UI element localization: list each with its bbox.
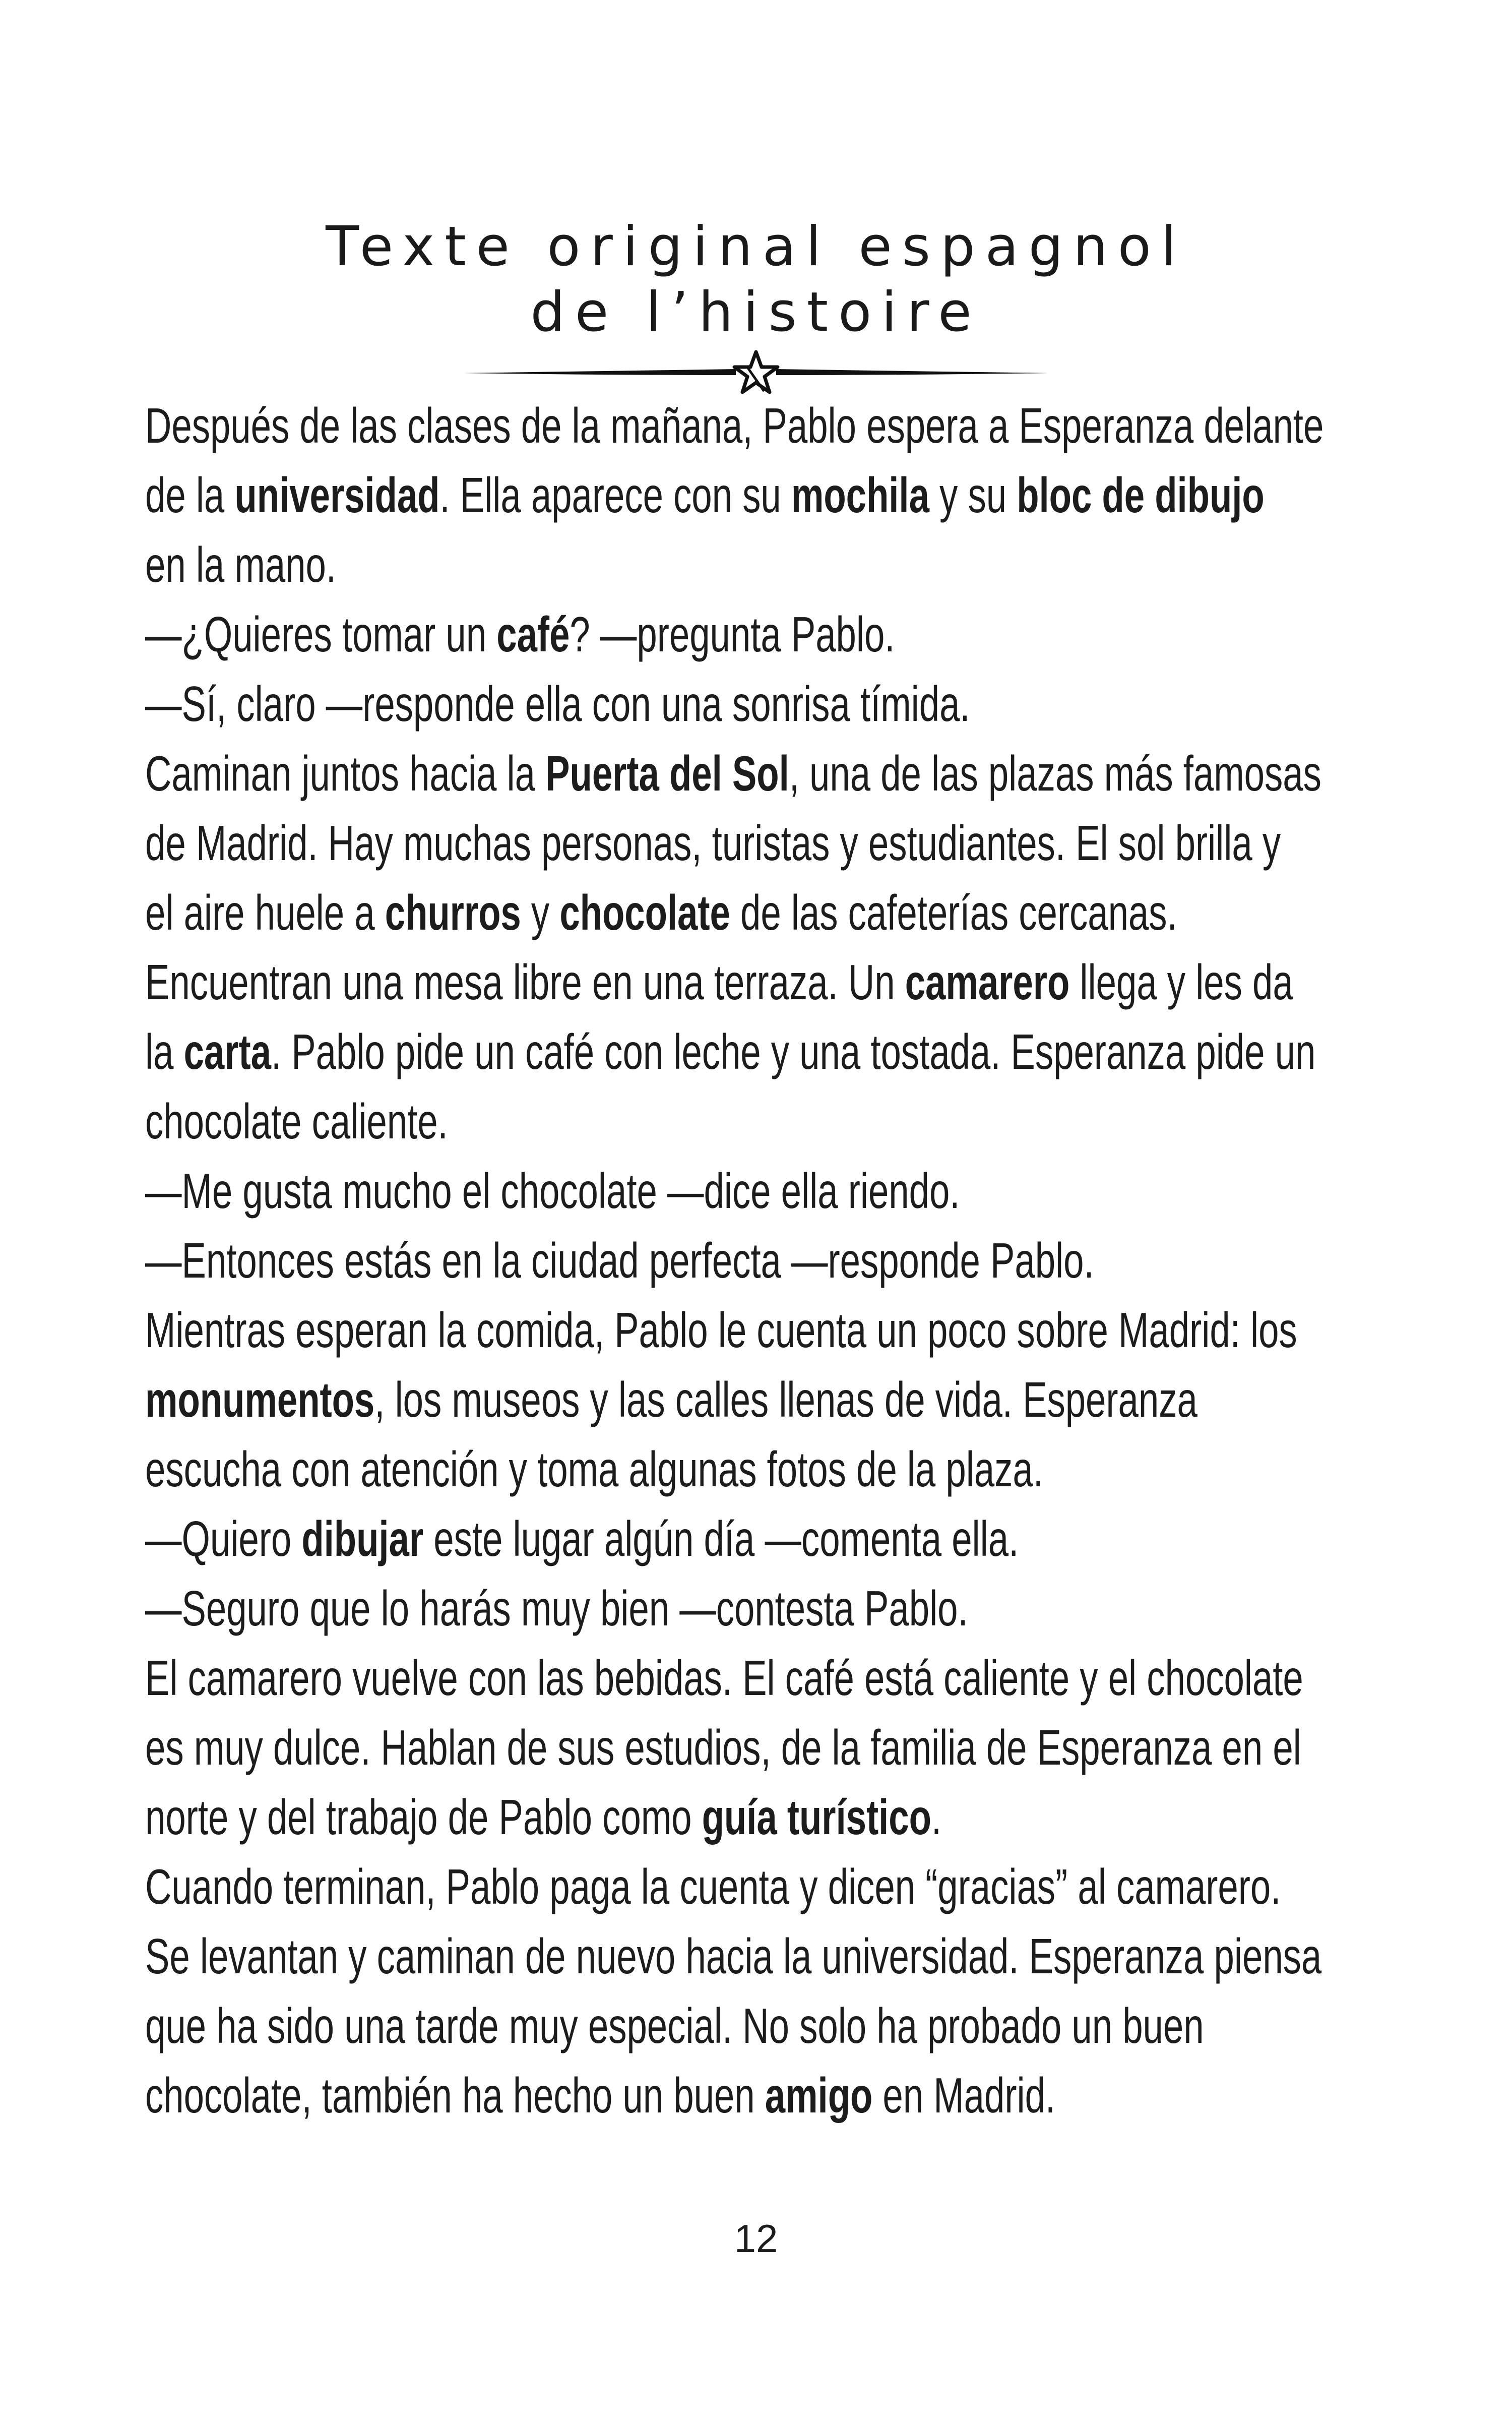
vocab-term: guía turístico <box>702 1789 931 1845</box>
text-run: chocolate caliente. <box>145 1094 448 1149</box>
text-run: , una de las plazas más famosas <box>789 746 1321 801</box>
text-run: que ha sido una tarde muy especial. No solo ha probado un buen <box>145 1998 1204 2053</box>
vocab-term: monumentos <box>145 1372 375 1427</box>
vocab-term: chocolate <box>559 885 730 940</box>
text-run: —¿Quieres tomar un <box>145 607 497 662</box>
story-line <box>145 460 1265 530</box>
vocab-term: mochila <box>791 467 929 523</box>
text-run: en Madrid. <box>872 2068 1056 2123</box>
vocab-term: bloc de dibujo <box>1017 467 1265 523</box>
page-title-line-2: de l’histoire <box>530 281 982 344</box>
story-line <box>145 1226 1100 1295</box>
text-run: es muy dulce. Hablan de sus estudios, de la familia de Esperanza en el <box>145 1720 1301 1775</box>
text-run: de Madrid. Hay muchas personas, turistas y estudiantes. El sol brilla y <box>145 815 1281 871</box>
vocab-term: amigo <box>765 2068 873 2123</box>
story-line <box>145 1574 1100 1643</box>
story-line <box>145 1782 1100 1852</box>
text-run: Después de las clases de la mañana, Pablo espera a Esperanza delante <box>145 398 1324 453</box>
text-run: —Me gusta mucho el chocolate —dice ella riendo. <box>145 1163 960 1219</box>
text-run: Encuentran una mesa libre en una terraza. Un <box>145 954 905 1010</box>
text-run: , los museos y las calles llenas de vida. Esperanza <box>374 1372 1198 1427</box>
text-run: la <box>145 1024 184 1079</box>
text-run: Caminan juntos hacia la <box>145 746 546 801</box>
text-run: —Sí, claro —responde ella con una sonrisa tímida. <box>145 676 970 732</box>
text-run: —Seguro que lo harás muy bien —contesta Pablo. <box>145 1581 968 1636</box>
story-line <box>145 1921 1322 1991</box>
story-line <box>145 1017 1316 1086</box>
text-run: el aire huele a <box>145 885 385 940</box>
vocab-term: churros <box>385 885 521 940</box>
text-run: de las cafeterías cercanas. <box>730 885 1177 940</box>
text-run: y su <box>929 467 1017 523</box>
text-run: El camarero vuelve con las bebidas. El café está caliente y el chocolate <box>145 1650 1303 1706</box>
story-line <box>145 1156 1100 1226</box>
page-title-line-1: Texte original espagnol <box>326 215 1186 278</box>
story-line <box>145 1504 1100 1574</box>
story-line <box>145 1991 1204 2061</box>
text-run: escucha con atención y toma algunas fotos de la plaza. <box>145 1441 1043 1497</box>
text-run: . Ella aparece con su <box>439 467 791 523</box>
story-line <box>145 1643 1303 1713</box>
story-line <box>145 1852 1281 1921</box>
vocab-term: universidad <box>234 467 440 523</box>
text-run: de la <box>145 467 235 523</box>
text-run: ? —pregunta Pablo. <box>570 607 895 662</box>
story-line <box>145 947 1293 1017</box>
text-run: Se levantan y caminan de nuevo hacia la universidad. Esperanza piensa <box>145 1928 1322 1984</box>
vocab-term: camarero <box>905 954 1070 1010</box>
story-line <box>145 2061 1100 2130</box>
story-line <box>145 599 1100 669</box>
story-line <box>145 739 1321 808</box>
story-line <box>145 669 1100 739</box>
text-run: Cuando terminan, Pablo paga la cuenta y dicen “gracias” al camarero. <box>145 1859 1281 1914</box>
text-run: Mientras esperan la comida, Pablo le cuenta un poco sobre Madrid: los <box>145 1302 1297 1358</box>
story-line <box>145 1713 1301 1782</box>
vocab-term: dibujar <box>301 1511 424 1566</box>
story-line <box>145 1365 1198 1434</box>
text-run: —Quiero <box>145 1511 302 1566</box>
vocab-term: carta <box>183 1024 271 1079</box>
story-line <box>145 878 1177 947</box>
text-run: en la mano. <box>145 537 336 592</box>
text-run: —Entonces estás en la ciudad perfecta —responde Pablo. <box>145 1233 1094 1288</box>
text-run: . <box>931 1789 942 1845</box>
page-number: 12 <box>734 2216 778 2261</box>
vocab-term: café <box>496 607 570 662</box>
story-line <box>145 391 1324 460</box>
text-run: y <box>521 885 560 940</box>
story-text <box>145 391 1324 2130</box>
vocab-term: Puerta del Sol <box>545 746 789 801</box>
text-run: . Pablo pide un café con leche y una tostada. Esperanza pide un <box>271 1024 1316 1079</box>
story-line <box>145 1434 1100 1504</box>
text-run: llega y les da <box>1069 954 1293 1010</box>
story-line <box>145 808 1281 878</box>
text-run: norte y del trabajo de Pablo como <box>145 1789 702 1845</box>
text-run: chocolate, también ha hecho un buen <box>145 2068 765 2123</box>
story-line <box>145 1086 1100 1156</box>
story-line <box>145 530 1100 599</box>
text-run: este lugar algún día —comenta ella. <box>423 1511 1019 1566</box>
story-line <box>145 1295 1297 1365</box>
